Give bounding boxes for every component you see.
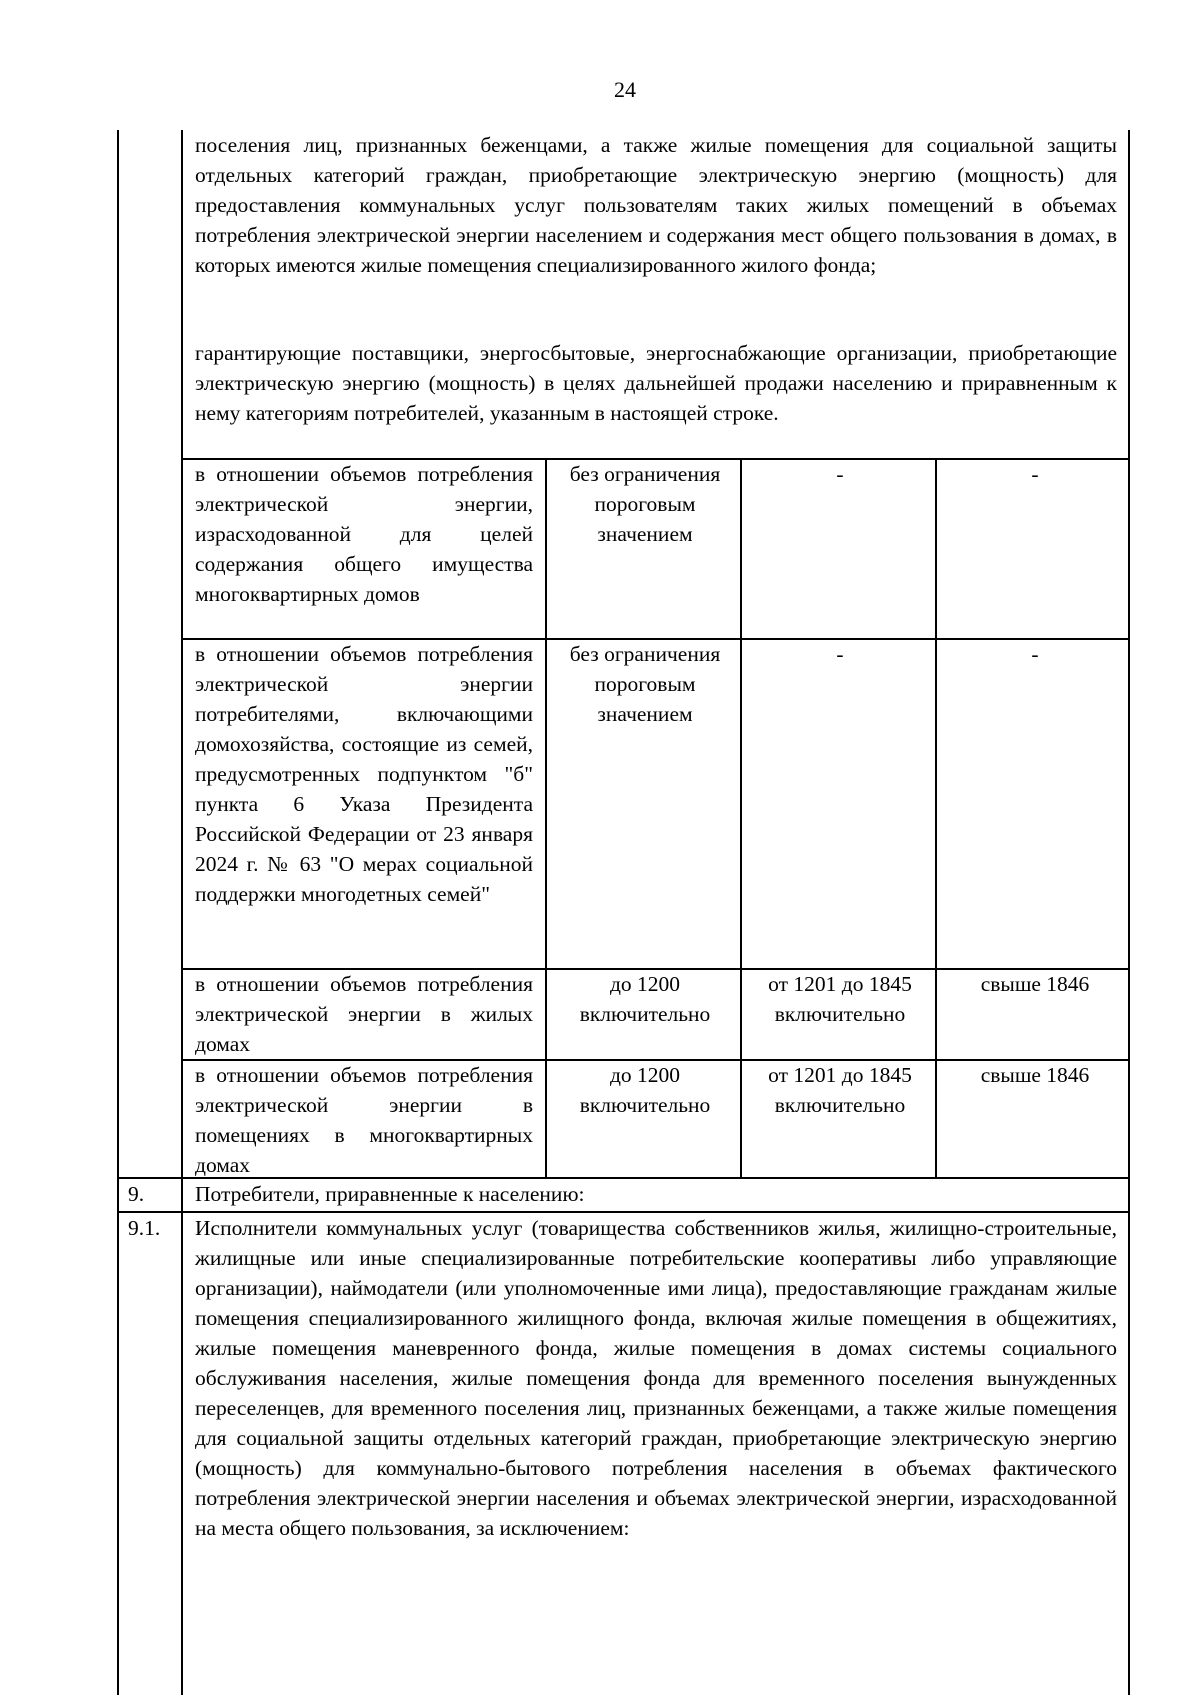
intro-paragraph-2-text: гарантирующие поставщики, энергосбытовые, энергоснабжающие организации, приобретающие электрическую энергию (мощность) в целях дальнейшей продажи населению и приравненным к нему категориям потребителей, указанным в настоящей строке. <box>195 341 1117 425</box>
table-row-4-col4 <box>942 1060 1128 1090</box>
table-row-3-col4 <box>942 969 1128 999</box>
section-9-1-text-content: Исполнители коммунальных услуг (товарищества собственников жилья, жилищно-строительные, жилищные или иные специализированные потребительские кооперативы либо управляющие организации), наймодатели (или уполномоченные ими лица), предоставляющие гражданам жилые помещения специализированного жилищного фонда, включая жилые помещения в общежитиях, жилые помещения маневренного фонда, жилые помещения в домах системы социального обслуживания населения, жилые помещения фонда для временного поселения вынужденных переселенцев, для временного поселения лиц, признанных беженцами, а также жилые помещения для социальной защиты отдельных категорий граждан, приобретающие электрическую энергию (мощность) для коммунально-бытового потребления населения в объемах фактического потребления электрической энергии населения и объемах электрической энергии, израсходованной на места общего пользования, за исключением: <box>195 1216 1117 1540</box>
table-row-2-col2-text: без ограничения пороговым значением <box>569 642 721 726</box>
table-row-3-col3-text: от 1201 до 1845 включительно <box>768 972 912 1026</box>
intro-paragraph-2 <box>195 338 1117 428</box>
table-row-4-col2 <box>560 1060 730 1120</box>
table-row-4-col3 <box>752 1060 928 1120</box>
table-row-3-col2 <box>560 969 730 1029</box>
subtable-col-border-3 <box>935 459 937 1178</box>
table-row-3-col4-text: свыше 1846 <box>980 972 1090 996</box>
section-9-1-text <box>195 1213 1117 1543</box>
page-number: 24 <box>614 77 636 102</box>
table-row-4-col2-text: до 1200 включительно <box>579 1063 711 1117</box>
section-9-title: Потребители, приравненные к населению: <box>195 1182 585 1206</box>
table-row-4-col4-text: свыше 1846 <box>980 1063 1090 1087</box>
table-row-1-description <box>195 459 533 609</box>
section-9-1-number: 9.1. <box>128 1216 161 1240</box>
subtable-col-border-1 <box>545 459 547 1178</box>
intro-paragraph-1-text: поселения лиц, признанных беженцами, а также жилые помещения для социальной защиты отдельных категорий граждан, приобретающие электрическую энергию (мощность) для предоставления коммунальных услуг пользователям таких жилых помещений в объемах потребления электрической энергии населением и содержания мест общего пользования в домах, в которых имеются жилые помещения специализированного жилого фонда; <box>195 133 1117 277</box>
section-9-number: 9. <box>128 1182 145 1206</box>
table-row-2-col2 <box>560 639 730 729</box>
table-row-2-description <box>195 639 533 909</box>
table-row-3-col2-text: до 1200 включительно <box>579 972 711 1026</box>
table-row-4-col3-text: от 1201 до 1845 включительно <box>768 1063 912 1117</box>
table-row-2-col4 <box>942 639 1128 669</box>
table-left-border <box>117 130 119 1695</box>
table-row-2-col3-text: - <box>836 642 844 666</box>
table-row-1-col3-text: - <box>836 462 844 486</box>
table-row-4-description-text: в отношении объемов потребления электрической энергии в помещениях в многоквартирных домах <box>195 1063 533 1177</box>
number-column-border <box>181 130 183 1695</box>
intro-paragraph-1 <box>195 130 1117 280</box>
table-row-1-col4 <box>942 459 1128 489</box>
table-row-3-description <box>195 969 533 1059</box>
table-row-2-description-text: в отношении объемов потребления электрической энергии потребителями, включающими домохозяйства, состоящие из семей, предусмотренных подпунктом "б" пункта 6 Указа Президента Российской Федерации от 23 января 2024 г. № 63 "О мерах социальной поддержки многодетных семей" <box>195 642 533 906</box>
table-row-1-col2-text: без ограничения пороговым значением <box>569 462 721 546</box>
table-row-4-description <box>195 1060 533 1180</box>
table-row-2-col3 <box>747 639 933 669</box>
table-row-1-col2 <box>560 459 730 549</box>
subtable-col-border-2 <box>740 459 742 1178</box>
table-row-1-description-text: в отношении объемов потребления электрической энергии, израсходованной для целей содержания общего имущества многоквартирных домов <box>195 462 533 606</box>
table-row-2-col4-text: - <box>1031 642 1039 666</box>
table-row-3-description-text: в отношении объемов потребления электрической энергии в жилых домах <box>195 972 533 1056</box>
table-row-1-col4-text: - <box>1031 462 1039 486</box>
table-row-1-col3 <box>747 459 933 489</box>
table-right-border <box>1128 130 1130 1695</box>
table-row-3-col3 <box>752 969 928 1029</box>
